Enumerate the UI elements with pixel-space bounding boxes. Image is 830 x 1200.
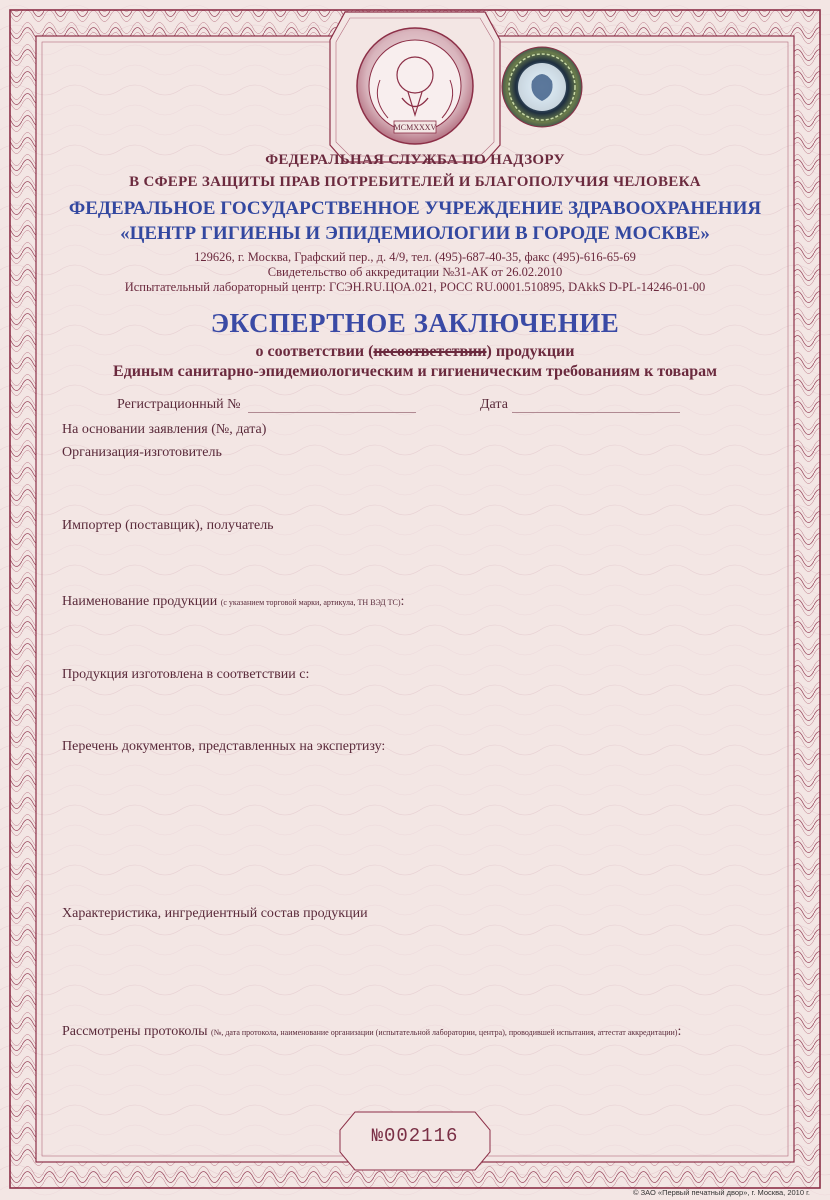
document-title: ЭКСПЕРТНОЕ ЗАКЛЮЧЕНИЕ [210, 308, 620, 338]
accreditation-line: Свидетельство об аккредитации №31-АК от 26.02.2010 [267, 265, 563, 279]
documents-label: Перечень документов, представленных на экспертизу: [62, 739, 386, 754]
lab-center-line: Испытательный лабораторный центр: ГСЭН.RU.ЦОА.021, РОСС RU.0001.510895, DAkkS D-PL-14246-01-00 [124, 280, 706, 294]
agency-line-1: ФЕДЕРАЛЬНАЯ СЛУЖБА ПО НАДЗОРУ [265, 152, 565, 168]
printer-footer: © ЗАО «Первый печатный двор», г. Москва, 2010 г. [633, 1188, 810, 1197]
importer-label: Импортер (поставщик), получатель [62, 518, 274, 533]
product-name-label: Наименование продукции [62, 594, 218, 609]
institution-line-2: «ЦЕНТР ГИГИЕНЫ И ЭПИДЕМИОЛОГИИ В ГОРОДЕ МОСКВЕ» [120, 223, 710, 244]
date-label: Дата [480, 397, 508, 412]
document-subtitle-line-2: Единым санитарно-эпидемиологическим и гигиеническим требованиям к товарам [113, 363, 717, 380]
address-line: 129626, г. Москва, Графский пер., д. 4/9, тел. (495)-687-40-35, факс (495)-616-65-69 [194, 250, 636, 264]
subtitle-prefix: о соответствии ( [255, 343, 374, 360]
date-underline [512, 412, 680, 413]
agency-line-2: В СФЕРЕ ЗАЩИТЫ ПРАВ ПОТРЕБИТЕЛЕЙ И БЛАГОПОЛУЧИЯ ЧЕЛОВЕКА [129, 174, 701, 190]
characteristics-label: Характеристика, ингредиентный состав продукции [62, 906, 368, 921]
protocols-label: Рассмотрены протоколы [62, 1024, 208, 1039]
registration-label: Регистрационный № [117, 397, 241, 412]
application-label: На основании заявления (№, дата) [62, 422, 267, 437]
product-name-hint: (с указанием торговой марки, артикула, ТН ВЭД ТС) [220, 598, 401, 607]
product-name-colon: : [400, 594, 405, 609]
institution-seal [350, 20, 480, 155]
product-name-field [62, 594, 404, 610]
protocols-hint: (№, дата протокола, наименование организации (испытательной лаборатории, центра), проводившей испытания, аттестат аккредитации) [211, 1028, 678, 1037]
subtitle-suffix: ) продукции [486, 343, 575, 360]
registration-underline [248, 412, 416, 413]
institution-line-1: ФЕДЕРАЛЬНОЕ ГОСУДАРСТВЕННОЕ УЧРЕЖДЕНИЕ ЗДРАВООХРАНЕНИЯ [68, 198, 762, 219]
produced-per-label: Продукция изготовлена в соответствии с: [62, 667, 310, 682]
protocols-colon: : [677, 1024, 682, 1039]
document-subtitle [0, 343, 830, 361]
protocols-field [62, 1024, 681, 1040]
subtitle-struck-word: несоответствии [373, 343, 487, 360]
serial-number: №002116 [371, 1125, 459, 1147]
manufacturer-label: Организация-изготовитель [62, 445, 222, 460]
hologram-sticker [500, 45, 584, 129]
seal-text: MCMXXXV [393, 123, 437, 132]
